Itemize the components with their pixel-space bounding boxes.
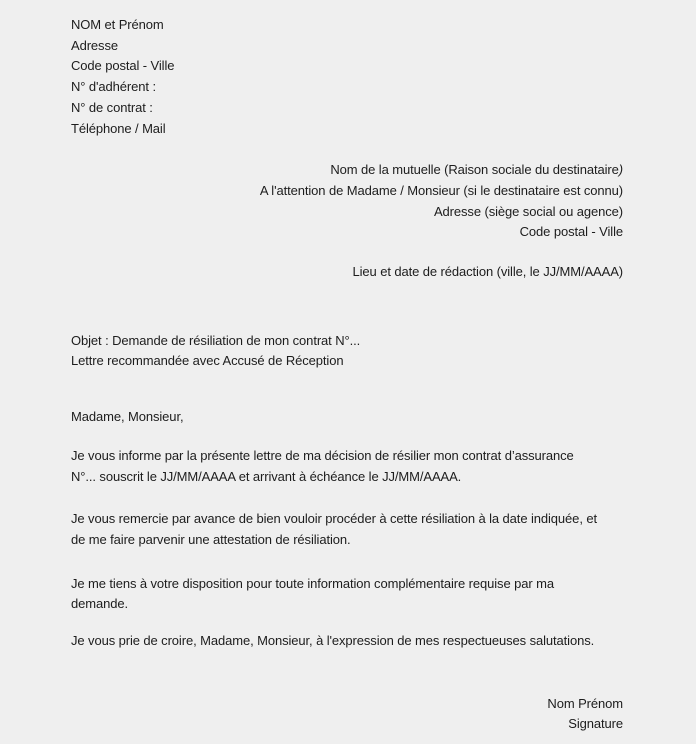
- body-paragraph-2: [71, 509, 623, 550]
- subject-line: Objet : Demande de résiliation de mon contrat N°...: [71, 332, 361, 348]
- sender-block: [71, 15, 623, 139]
- recipient-company-line: [71, 160, 623, 181]
- salutation-block: [71, 407, 623, 428]
- sender-name-line: NOM et Prénom: [71, 17, 164, 32]
- recipient-company-text: Nom de la mutuelle (Raison sociale du destinataire: [330, 162, 619, 178]
- recipient-attention-line: A l'attention de Madame / Monsieur (si le destinataire est connu): [259, 182, 623, 198]
- place-date-line: Lieu et date de rédaction (ville, le JJ/MM/AAAA): [352, 264, 623, 280]
- sender-postal-city-line: Code postal - Ville: [71, 58, 175, 74]
- body-paragraph-4: [71, 631, 623, 652]
- recipient-company-closing-paren: ): [618, 162, 623, 178]
- sender-phone-mail-line: Téléphone / Mail: [71, 120, 166, 136]
- signature-label-line: Signature: [568, 716, 623, 732]
- body-paragraph-1: [71, 446, 623, 487]
- sender-contract-number-line: N° de contrat :: [71, 99, 153, 115]
- salutation-line: Madame, Monsieur,: [71, 409, 184, 425]
- paragraph-4-line-1: Je vous prie de croire, Madame, Monsieur, à l'expression de mes respectueuses salutations.: [71, 633, 595, 649]
- paragraph-2-line-2: de me faire parvenir une attestation de résiliation.: [71, 531, 351, 547]
- sender-address-line: Adresse: [71, 37, 118, 53]
- recipient-address-line: Adresse (siège social ou agence): [433, 203, 623, 219]
- paragraph-3-line-2: demande.: [71, 596, 129, 612]
- sender-member-number-line: N° d'adhérent :: [71, 79, 156, 95]
- paragraph-3-line-1: Je me tiens à votre disposition pour toute information complémentaire requise par ma: [71, 575, 554, 591]
- recipient-postal-city-line: Code postal - Ville: [519, 224, 623, 240]
- date-block: [71, 262, 623, 283]
- recipient-block: [71, 160, 623, 243]
- paragraph-1-line-1: Je vous informe par la présente lettre de ma décision de résilier mon contrat d’assurance: [71, 447, 574, 463]
- body-paragraph-3: [71, 574, 623, 615]
- signature-name-line: Nom Prénom: [547, 695, 623, 711]
- signature-block: [71, 694, 623, 735]
- subject-block: [71, 331, 623, 372]
- paragraph-1-line-2: N°... souscrit le JJ/MM/AAAA et arrivant à échéance le JJ/MM/AAAA.: [71, 468, 462, 484]
- registered-mail-line: Lettre recommandée avec Accusé de Réception: [71, 353, 344, 369]
- paragraph-2-line-1: Je vous remercie par avance de bien vouloir procéder à cette résiliation à la date indiquée, et: [71, 511, 597, 527]
